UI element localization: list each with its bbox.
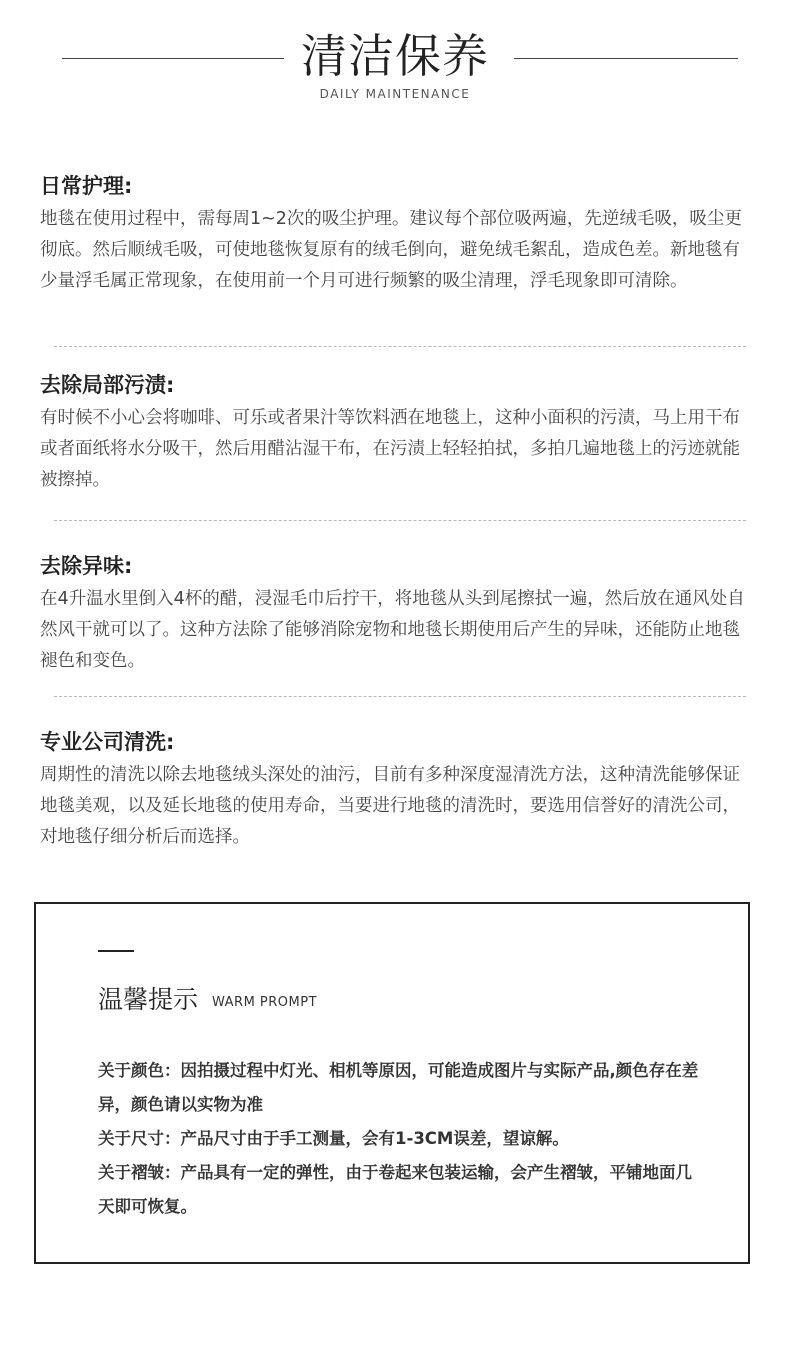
section-title: 去除局部污渍: [40, 373, 175, 397]
section-title: 日常护理: [40, 174, 133, 198]
page-title: 清洁保养 [301, 29, 489, 83]
prompt-title-en: WARM PROMPT [212, 995, 318, 1010]
page-subtitle: DAILY MAINTENANCE [319, 87, 471, 101]
prompt-line: 关于颜色：因拍摄过程中灯光、相机等原因，可能造成图片与实际产品,颜色存在差异，颜色请以实物为准 [98, 1061, 699, 1114]
dashed-divider [54, 520, 746, 521]
section-body: 有时候不小心会将咖啡、可乐或者果汁等饮料洒在地毯上，这种小面积的污渍，马上用干布或者面纸将水分吸干，然后用醋沾湿干布，在污渍上轻轻拍拭，多拍几遍地毯上的污迹就能被擦掉。 [40, 408, 740, 490]
prompt-title-cn: 温馨提示 [98, 985, 199, 1014]
section-body: 地毯在使用过程中，需每周1~2次的吸尘护理。建议每个部位吸两遍，先逆绒毛吸，吸尘更彻底。然后顺绒毛吸，可使地毯恢复原有的绒毛倒向，避免绒毛絮乱，造成色差。新地毯有少量浮毛属正常现象，在使用前一个月可进行频繁的吸尘清理，浮毛现象即可清除。 [40, 209, 742, 291]
warm-prompt-box [34, 902, 750, 1264]
dashed-divider [54, 346, 746, 347]
section-body: 在4升温水里倒入4杯的醋，浸湿毛巾后拧干，将地毯从头到尾擦拭一遍，然后放在通风处自然风干就可以了。这种方法除了能够消除宠物和地毯长期使用后产生的异味，还能防止地毯褪色和变色。 [40, 589, 745, 671]
dashed-divider [54, 696, 746, 697]
section-title: 去除异味: [40, 554, 133, 578]
prompt-text [98, 1054, 708, 1224]
section-daily-care [40, 172, 756, 297]
prompt-line: 关于褶皱：产品具有一定的弹性，由于卷起来包装运输，会产生褶皱，平铺地面几天即可恢复。 [98, 1163, 692, 1216]
section-body: 周期性的清洗以除去地毯绒头深处的油污，目前有多种深度湿清洗方法，这种清洗能够保证地毯美观，以及延长地毯的使用寿命，当要进行地毯的清洗时，要选用信誉好的清洗公司，对地毯仔细分析后而选择。 [40, 765, 740, 847]
prompt-title [98, 984, 317, 1019]
prompt-line: 关于尺寸：产品尺寸由于手工测量，会有1-3CM误差，望谅解。 [98, 1129, 569, 1148]
section-odor-removal [40, 552, 756, 677]
prompt-accent-bar [98, 950, 134, 952]
section-title: 专业公司清洗: [40, 730, 175, 754]
section-professional-cleaning [40, 728, 756, 853]
section-stain-removal [40, 371, 756, 496]
